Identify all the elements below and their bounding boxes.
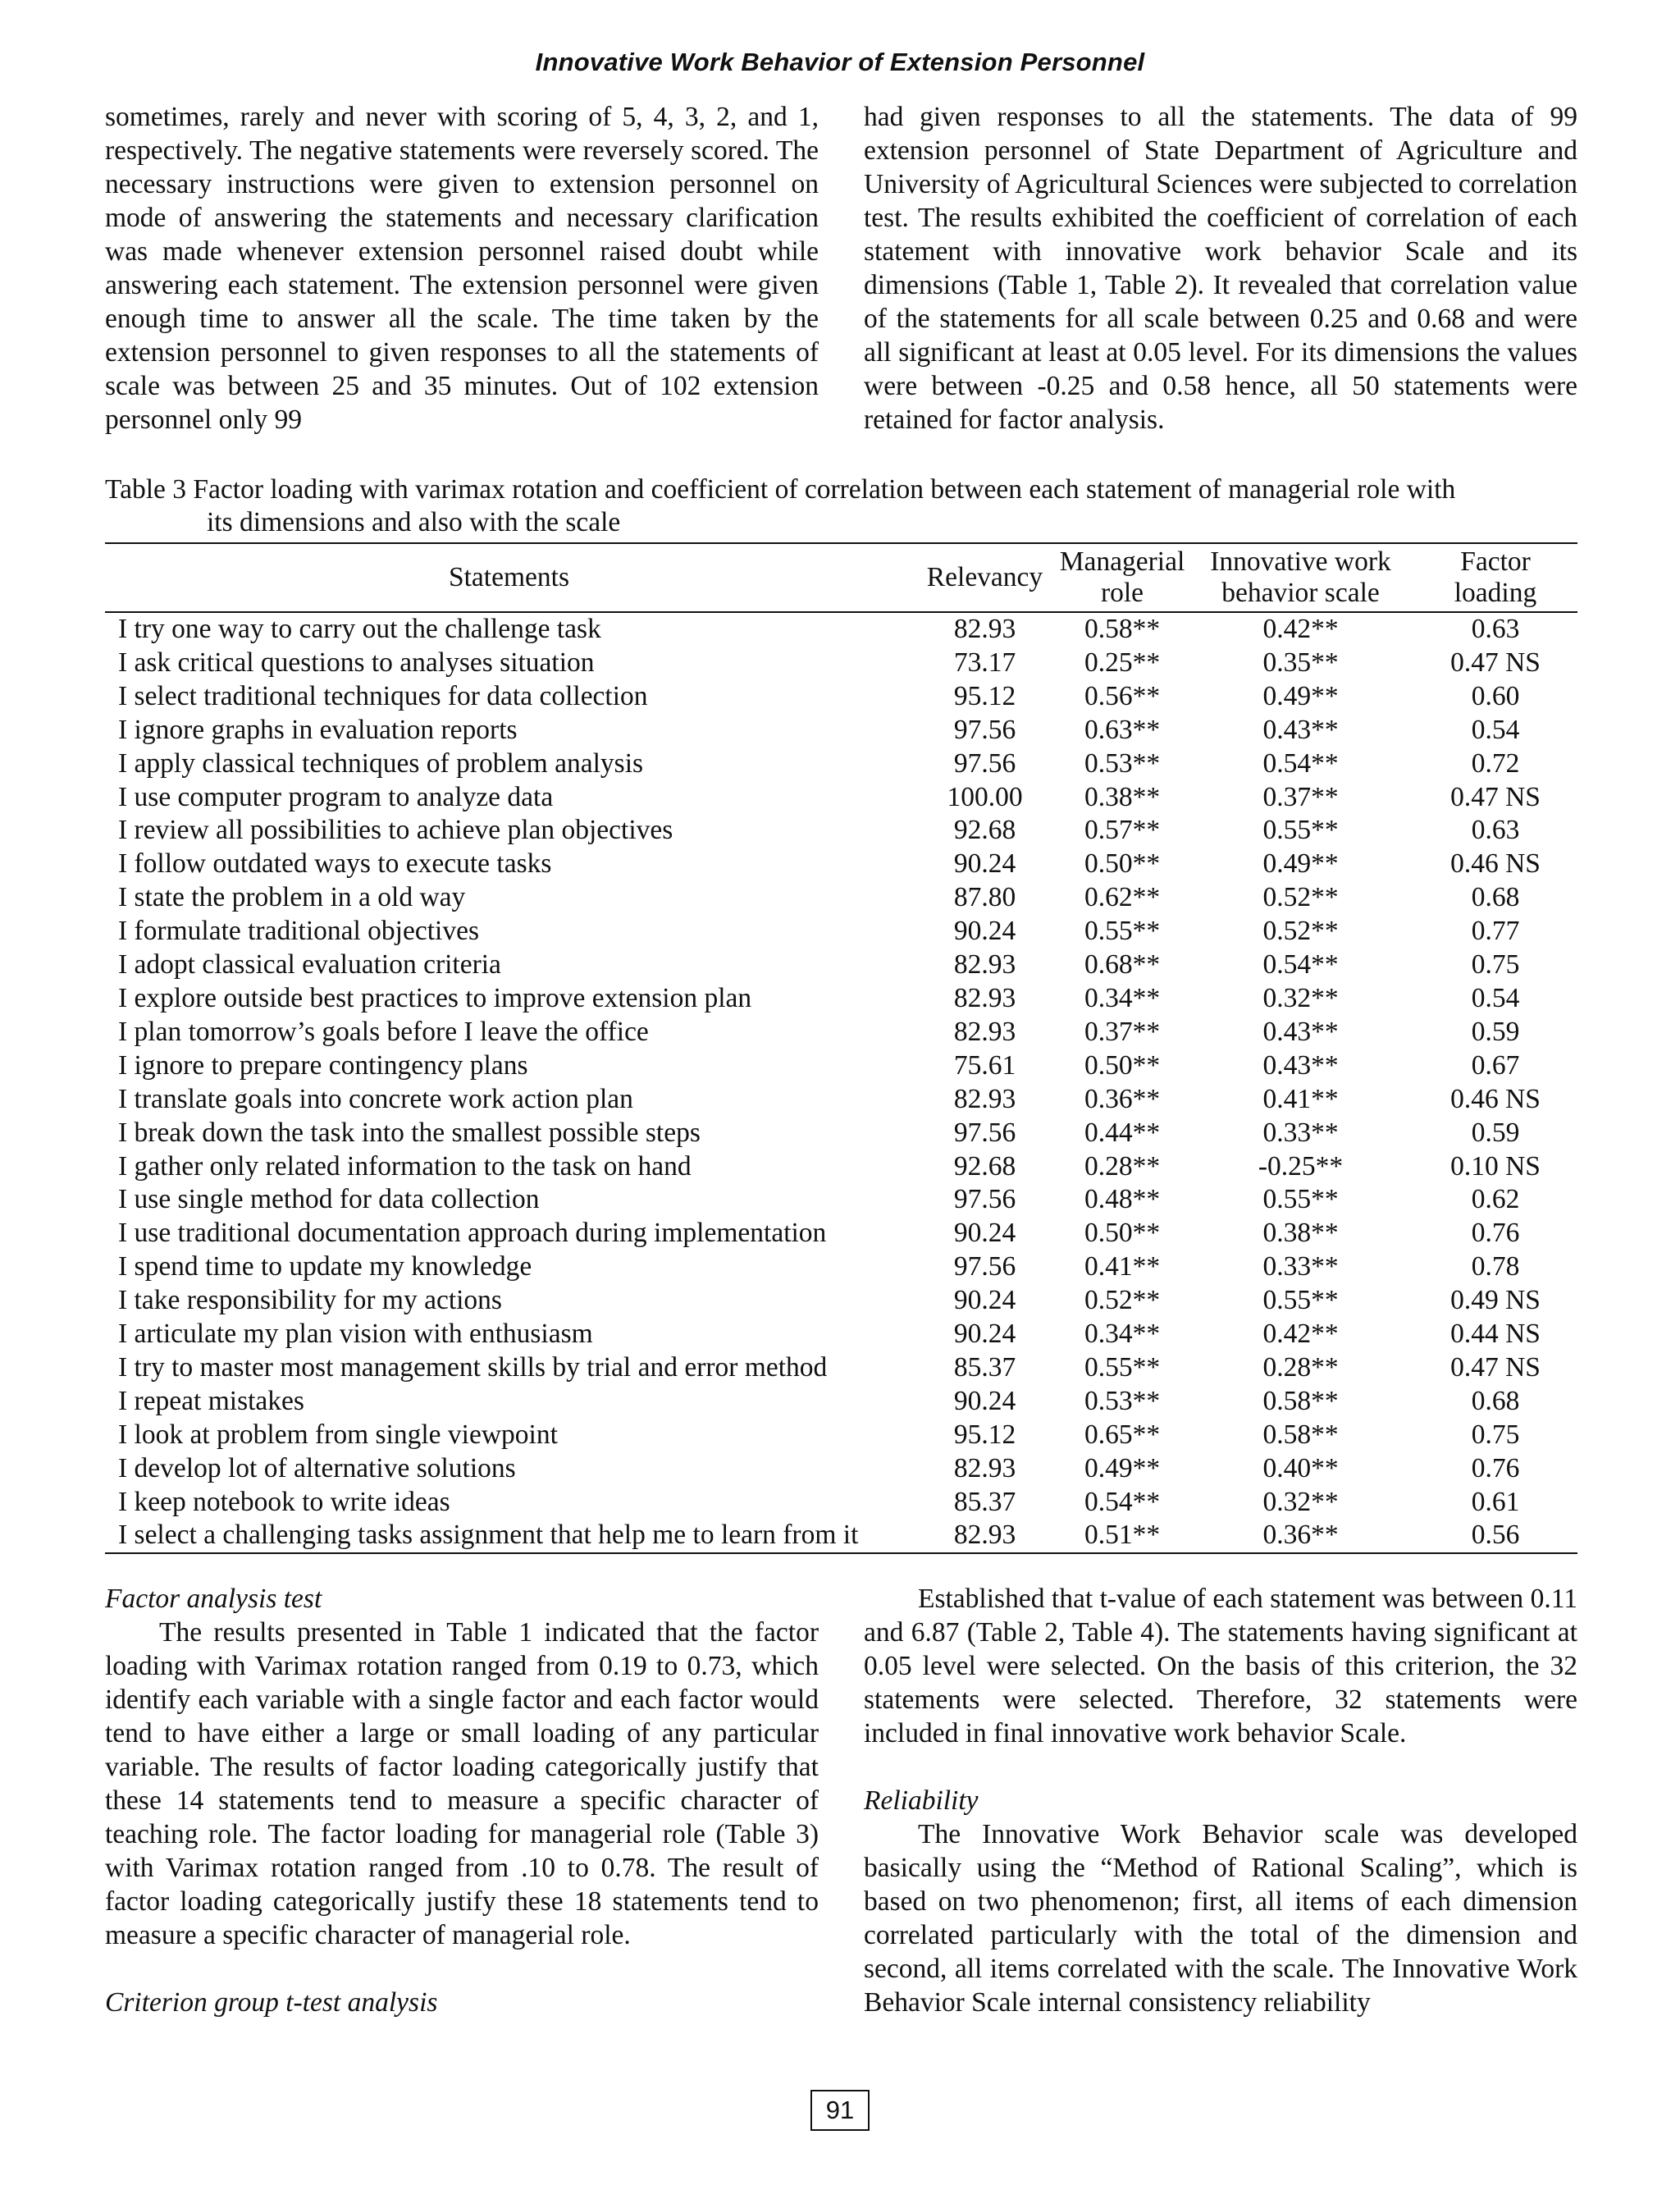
cell-iwb-scale: 0.54** (1262, 949, 1339, 981)
cell-relevancy: 73.17 (953, 647, 1016, 678)
cell-factor-loading: 0.54 (1471, 714, 1520, 745)
table-row (105, 982, 1577, 1016)
cell-managerial-role: 0.50** (1084, 1049, 1161, 1081)
cell-relevancy: 97.56 (953, 1251, 1016, 1282)
header-factor-line1: Factor (1460, 546, 1531, 577)
cell-iwb-scale: 0.32** (1262, 1486, 1339, 1517)
cell-relevancy: 85.37 (953, 1351, 1016, 1383)
cell-relevancy: 95.12 (953, 1419, 1016, 1450)
table-row (105, 1250, 1577, 1284)
cell-factor-loading: 0.68 (1471, 1385, 1520, 1416)
table-row (105, 1385, 1577, 1419)
body-column-top-left (105, 100, 819, 437)
cell-statement: I ignore graphs in evaluation reports (118, 714, 518, 745)
cell-iwb-scale: 0.49** (1262, 680, 1339, 711)
paragraph-factor-analysis: The results presented in Table 1 indicated that the factor loading with Varimax rotation ranged from 0.19 to 0.73, which identify each variable with a single factor and each factor would tend to have either a large or small loading of any particular variable. The results of factor loading categorically justify that these 14 statements tend to measure a specific character of teaching role. The factor loading for managerial role (Table 3) with Varimax rotation ranged from .10 to 0.78. The result of factor loading categorically justify these 18 statements tend to measure a specific character of managerial role. (105, 1617, 819, 1950)
header-factor-loading (1413, 543, 1577, 612)
cell-statement: I take responsibility for my actions (118, 1285, 502, 1316)
cell-factor-loading: 0.49 NS (1450, 1285, 1541, 1316)
cell-managerial-role: 0.54** (1084, 1486, 1161, 1517)
table-caption-line1: Table 3 Factor loading with varimax rotation and coefficient of correlation between each statement of managerial role with (105, 474, 1456, 505)
cell-iwb-scale: 0.36** (1262, 1520, 1339, 1551)
heading-factor-analysis: Factor analysis test (105, 1584, 322, 1614)
cell-relevancy: 85.37 (953, 1486, 1016, 1517)
cell-statement: I spend time to update my knowledge (118, 1251, 532, 1282)
cell-statement: I articulate my plan vision with enthusiasm (118, 1319, 593, 1350)
cell-managerial-role: 0.55** (1084, 1351, 1161, 1383)
cell-iwb-scale: 0.55** (1262, 1184, 1339, 1215)
table-row (105, 915, 1577, 949)
cell-factor-loading: 0.60 (1471, 680, 1520, 711)
cell-iwb-scale: 0.52** (1262, 916, 1339, 947)
body-column-bottom-left (105, 1582, 819, 2019)
cell-iwb-scale: 0.58** (1262, 1419, 1339, 1450)
cell-factor-loading: 0.10 NS (1450, 1150, 1541, 1182)
cell-factor-loading: 0.59 (1471, 1117, 1520, 1148)
cell-statement: I keep notebook to write ideas (118, 1486, 450, 1517)
cell-statement: I follow outdated ways to execute tasks (118, 848, 552, 880)
cell-statement: I use computer program to analyze data (118, 781, 554, 812)
cell-factor-loading: 0.78 (1471, 1251, 1520, 1282)
cell-iwb-scale: 0.32** (1262, 982, 1339, 1013)
cell-factor-loading: 0.76 (1471, 1452, 1520, 1483)
table-row (105, 781, 1577, 815)
cell-statement: I use traditional documentation approach during implementation (118, 1218, 827, 1249)
table-row (105, 1452, 1577, 1486)
cell-statement: I translate goals into concrete work action plan (118, 1083, 633, 1114)
cell-statement: I ask critical questions to analyses situation (118, 647, 595, 678)
cell-iwb-scale: 0.58** (1262, 1385, 1339, 1416)
cell-factor-loading: 0.75 (1471, 1419, 1520, 1450)
cell-managerial-role: 0.25** (1084, 647, 1161, 678)
header-iwb-scale (1188, 543, 1413, 612)
cell-iwb-scale: 0.28** (1262, 1351, 1339, 1383)
cell-factor-loading: 0.67 (1471, 1049, 1520, 1081)
cell-factor-loading: 0.46 NS (1450, 1083, 1541, 1114)
paragraph-reliability: The Innovative Work Behavior scale was developed basically using the “Method of Rational Scaling”, which is based on two phenomenon; first, all items of each dimension correlated particularly with the total of the dimension and second, all items correlated with the scale. The Innovative Work Behavior Scale internal consistency reliability (864, 1819, 1577, 2018)
heading-reliability: Reliability (864, 1785, 979, 1816)
cell-factor-loading: 0.68 (1471, 882, 1520, 913)
cell-factor-loading: 0.44 NS (1450, 1319, 1541, 1350)
cell-iwb-scale: 0.40** (1262, 1452, 1339, 1483)
cell-relevancy: 82.93 (953, 614, 1016, 644)
cell-managerial-role: 0.50** (1084, 848, 1161, 880)
body-column-bottom-right (864, 1582, 1577, 2019)
cell-managerial-role: 0.49** (1084, 1452, 1161, 1483)
cell-iwb-scale: 0.43** (1262, 1049, 1339, 1081)
cell-relevancy: 82.93 (953, 1083, 1016, 1114)
paragraph-criterion-group: Established that t-value of each statement was between 0.11 and 6.87 (Table 2, Table 4). The statements having significant at 0.05 level were selected. On the basis of this criterion, the 32 statements were selected. Therefore, 32 statements were included in final innovative work behavior Scale. (864, 1584, 1577, 1748)
cell-statement: I break down the task into the smallest possible steps (118, 1117, 701, 1148)
table-row (105, 680, 1577, 714)
cell-statement: I use single method for data collection (118, 1184, 540, 1215)
header-managerial-line2: role (1100, 578, 1144, 608)
cell-managerial-role: 0.55** (1084, 916, 1161, 947)
cell-managerial-role: 0.41** (1084, 1251, 1161, 1282)
cell-relevancy: 90.24 (953, 848, 1016, 880)
cell-iwb-scale: 0.55** (1262, 815, 1339, 846)
header-iwb-line2: behavior scale (1221, 578, 1380, 608)
table-row (105, 1183, 1577, 1217)
table-row (105, 1486, 1577, 1520)
heading-criterion-group: Criterion group t-test analysis (105, 1987, 438, 2018)
header-iwb-line1: Innovative work (1210, 546, 1391, 577)
cell-managerial-role: 0.63** (1084, 714, 1161, 745)
cell-relevancy: 82.93 (953, 1016, 1016, 1047)
table-row (105, 1217, 1577, 1250)
cell-managerial-role: 0.57** (1084, 815, 1161, 846)
cell-factor-loading: 0.54 (1471, 982, 1520, 1013)
cell-iwb-scale: 0.35** (1262, 647, 1339, 678)
table-row (105, 1284, 1577, 1318)
cell-statement: I explore outside best practices to improve extension plan (118, 982, 752, 1013)
cell-statement: I apply classical techniques of problem analysis (118, 747, 644, 779)
table-caption-line2: its dimensions and also with the scale (207, 507, 621, 537)
cell-iwb-scale: 0.38** (1262, 1218, 1339, 1249)
cell-relevancy: 90.24 (953, 1319, 1016, 1350)
cell-iwb-scale: 0.49** (1262, 848, 1339, 880)
cell-iwb-scale: 0.43** (1262, 1016, 1339, 1047)
header-statements: Statements (105, 543, 913, 612)
cell-statement: I plan tomorrow’s goals before I leave the office (118, 1016, 649, 1047)
cell-iwb-scale: 0.54** (1262, 747, 1339, 779)
cell-iwb-scale: 0.43** (1262, 714, 1339, 745)
cell-managerial-role: 0.38** (1084, 781, 1161, 812)
cell-managerial-role: 0.52** (1084, 1285, 1161, 1316)
cell-factor-loading: 0.47 NS (1450, 647, 1541, 678)
table-row (105, 1150, 1577, 1184)
cell-iwb-scale: 0.33** (1262, 1117, 1339, 1148)
cell-managerial-role: 0.28** (1084, 1150, 1161, 1182)
table-row (105, 747, 1577, 781)
table-row (105, 848, 1577, 881)
page-number: 91 (810, 2090, 870, 2131)
cell-factor-loading: 0.77 (1471, 916, 1520, 947)
cell-statement: I try one way to carry out the challenge task (118, 614, 601, 644)
cell-managerial-role: 0.50** (1084, 1218, 1161, 1249)
cell-statement: I adopt classical evaluation criteria (118, 949, 501, 981)
cell-managerial-role: 0.62** (1084, 882, 1161, 913)
header-factor-line2: loading (1454, 578, 1537, 608)
table-row (105, 1419, 1577, 1452)
header-managerial-line1: Managerial (1059, 546, 1185, 577)
table-row (105, 714, 1577, 747)
cell-factor-loading: 0.61 (1471, 1486, 1520, 1517)
cell-managerial-role: 0.48** (1084, 1184, 1161, 1215)
cell-factor-loading: 0.47 NS (1450, 781, 1541, 812)
cell-iwb-scale: 0.42** (1262, 614, 1339, 644)
cell-factor-loading: 0.63 (1471, 815, 1520, 846)
cell-factor-loading: 0.46 NS (1450, 848, 1541, 880)
cell-relevancy: 75.61 (953, 1049, 1016, 1081)
cell-factor-loading: 0.47 NS (1450, 1351, 1541, 1383)
cell-statement: I look at problem from single viewpoint (118, 1419, 558, 1450)
table-row (105, 1519, 1577, 1553)
cell-iwb-scale: 0.37** (1262, 781, 1339, 812)
cell-managerial-role: 0.65** (1084, 1419, 1161, 1450)
cell-factor-loading: 0.59 (1471, 1016, 1520, 1047)
cell-relevancy: 90.24 (953, 1285, 1016, 1316)
cell-statement: I select a challenging tasks assignment that help me to learn from it (118, 1520, 859, 1551)
cell-relevancy: 97.56 (953, 1184, 1016, 1215)
cell-managerial-role: 0.34** (1084, 1319, 1161, 1350)
header-relevancy: Relevancy (913, 543, 1057, 612)
cell-statement: I ignore to prepare contingency plans (118, 1049, 528, 1081)
cell-managerial-role: 0.53** (1084, 1385, 1161, 1416)
cell-managerial-role: 0.34** (1084, 982, 1161, 1013)
cell-relevancy: 90.24 (953, 916, 1016, 947)
cell-relevancy: 95.12 (953, 680, 1016, 711)
cell-statement: I gather only related information to the task on hand (118, 1150, 692, 1182)
table-row (105, 1117, 1577, 1150)
cell-relevancy: 97.56 (953, 747, 1016, 779)
table-row (105, 1083, 1577, 1117)
cell-relevancy: 82.93 (953, 949, 1016, 981)
cell-statement: I develop lot of alternative solutions (118, 1452, 516, 1483)
table-caption (105, 473, 1582, 539)
cell-managerial-role: 0.37** (1084, 1016, 1161, 1047)
cell-factor-loading: 0.72 (1471, 747, 1520, 779)
cell-managerial-role: 0.68** (1084, 949, 1161, 981)
cell-managerial-role: 0.58** (1084, 614, 1161, 644)
paragraph-correlation: had given responses to all the statements. The data of 99 extension personnel of State Department of Agriculture and University of Agricultural Sciences were subjected to correlation test. The results exhibited the coefficient of correlation of each statement with innovative work behavior Scale and its dimensions (Table 1, Table 2). It revealed that correlation value of the statements for all scale between 0.25 and 0.68 and were all significant at least at 0.05 level. For its dimensions the values were between -0.25 and 0.58 hence, all 50 statements were retained for factor analysis. (864, 102, 1577, 435)
cell-managerial-role: 0.53** (1084, 747, 1161, 779)
cell-relevancy: 92.68 (953, 815, 1016, 846)
cell-factor-loading: 0.75 (1471, 949, 1520, 981)
factor-loading-table (105, 542, 1577, 1554)
cell-iwb-scale: -0.25** (1258, 1150, 1344, 1182)
cell-managerial-role: 0.44** (1084, 1117, 1161, 1148)
cell-managerial-role: 0.51** (1084, 1520, 1161, 1551)
table-header-row (105, 543, 1577, 612)
table-row (105, 612, 1577, 647)
paragraph-procedure: sometimes, rarely and never with scoring of 5, 4, 3, 2, and 1, respectively. The negative statements were reversely scored. The necessary instructions were given to extension personnel on mode of answering the statements and necessary clarification was made whenever extension personnel raised doubt while answering each statement. The extension personnel were given enough time to answer all the scale. The time taken by the extension personnel to given responses to all the statements of scale was between 25 and 35 minutes. Out of 102 extension personnel only 99 (105, 102, 819, 435)
body-column-top-right (864, 100, 1577, 437)
header-managerial-role (1057, 543, 1188, 612)
cell-iwb-scale: 0.42** (1262, 1319, 1339, 1350)
cell-relevancy: 82.93 (953, 1520, 1016, 1551)
table-row (105, 647, 1577, 680)
cell-managerial-role: 0.56** (1084, 680, 1161, 711)
cell-iwb-scale: 0.41** (1262, 1083, 1339, 1114)
table-body (105, 612, 1577, 1553)
cell-relevancy: 87.80 (953, 882, 1016, 913)
cell-relevancy: 82.93 (953, 982, 1016, 1013)
cell-relevancy: 92.68 (953, 1150, 1016, 1182)
cell-statement: I formulate traditional objectives (118, 916, 479, 947)
cell-relevancy: 90.24 (953, 1385, 1016, 1416)
cell-statement: I state the problem in a old way (118, 882, 466, 913)
cell-factor-loading: 0.56 (1471, 1520, 1520, 1551)
cell-relevancy: 90.24 (953, 1218, 1016, 1249)
cell-iwb-scale: 0.33** (1262, 1251, 1339, 1282)
table-row (105, 949, 1577, 982)
table-row (105, 814, 1577, 848)
cell-relevancy: 97.56 (953, 714, 1016, 745)
table-row (105, 1049, 1577, 1083)
running-head: Innovative Work Behavior of Extension Personnel (535, 48, 1145, 76)
cell-statement: I repeat mistakes (118, 1385, 304, 1416)
cell-iwb-scale: 0.52** (1262, 882, 1339, 913)
table-row (105, 1016, 1577, 1049)
cell-statement: I try to master most management skills by trial and error method (118, 1351, 828, 1383)
cell-factor-loading: 0.76 (1471, 1218, 1520, 1249)
table-row (105, 1318, 1577, 1351)
cell-statement: I review all possibilities to achieve plan objectives (118, 815, 673, 846)
cell-managerial-role: 0.36** (1084, 1083, 1161, 1114)
cell-factor-loading: 0.63 (1471, 614, 1520, 644)
cell-factor-loading: 0.62 (1471, 1184, 1520, 1215)
cell-iwb-scale: 0.55** (1262, 1285, 1339, 1316)
table-row (105, 881, 1577, 915)
cell-relevancy: 100.00 (947, 781, 1023, 812)
cell-statement: I select traditional techniques for data collection (118, 680, 648, 711)
cell-relevancy: 82.93 (953, 1452, 1016, 1483)
table-row (105, 1351, 1577, 1385)
cell-relevancy: 97.56 (953, 1117, 1016, 1148)
